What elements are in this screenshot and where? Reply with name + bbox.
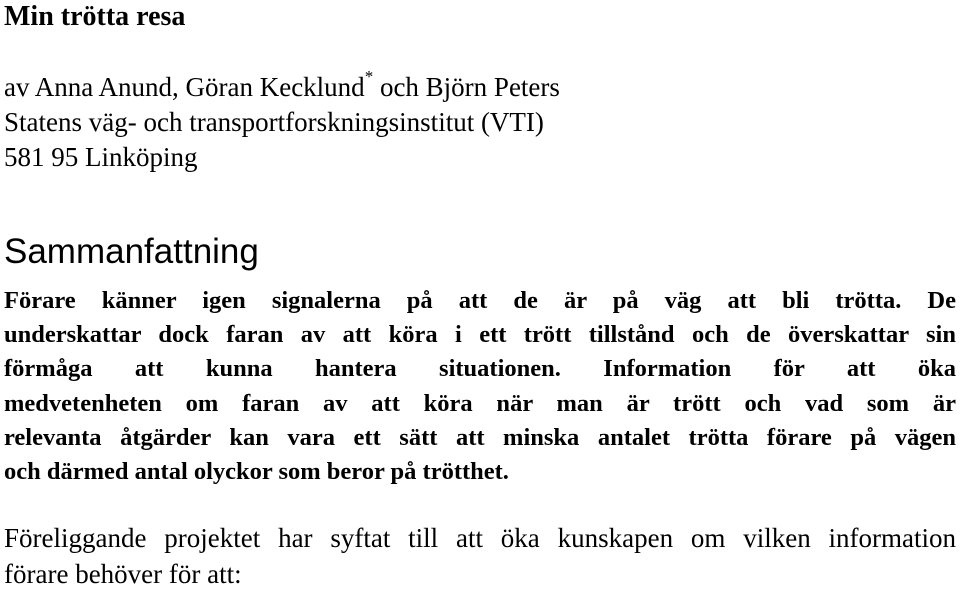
abstract-line: Förare känner igen signalerna på att de är på väg att bli trötta. De [4, 287, 956, 314]
intro-line: Föreliggande projektet har syftat till att öka kunskapen om vilken information [4, 523, 956, 553]
author-line [4, 63, 560, 105]
intro-line: förare behöver för att: [4, 559, 242, 589]
abstract-line: förmåga att kunna hantera situationen. Information för att öka [4, 355, 956, 383]
address: 581 95 Linköping [4, 142, 198, 172]
abstract-paragraph [4, 284, 956, 489]
document-title: Min trötta resa [4, 1, 186, 32]
abstract-line: medvetenheten om faran av att köra när man är trött och vad som är [4, 389, 956, 417]
abstract-line: och därmed antal olyckor som beror på trötthet. [4, 458, 509, 486]
institution: Statens väg- och transportforskningsinstitut (VTI) [4, 107, 544, 137]
author-block [4, 63, 560, 175]
abstract-line: underskattar dock faran av att köra i ett trött tillstånd och de överskattar sin [4, 321, 956, 349]
author-names-suffix: och Björn Peters [373, 72, 560, 102]
section-heading: Sammanfattning [4, 232, 259, 271]
footnote-marker: * [364, 67, 374, 86]
abstract-line: relevanta åtgärder kan vara ett sätt att minska antalet trötta förare på vägen [4, 423, 956, 451]
intro-paragraph [4, 520, 956, 592]
author-names: av Anna Anund, Göran Kecklund [4, 72, 365, 102]
